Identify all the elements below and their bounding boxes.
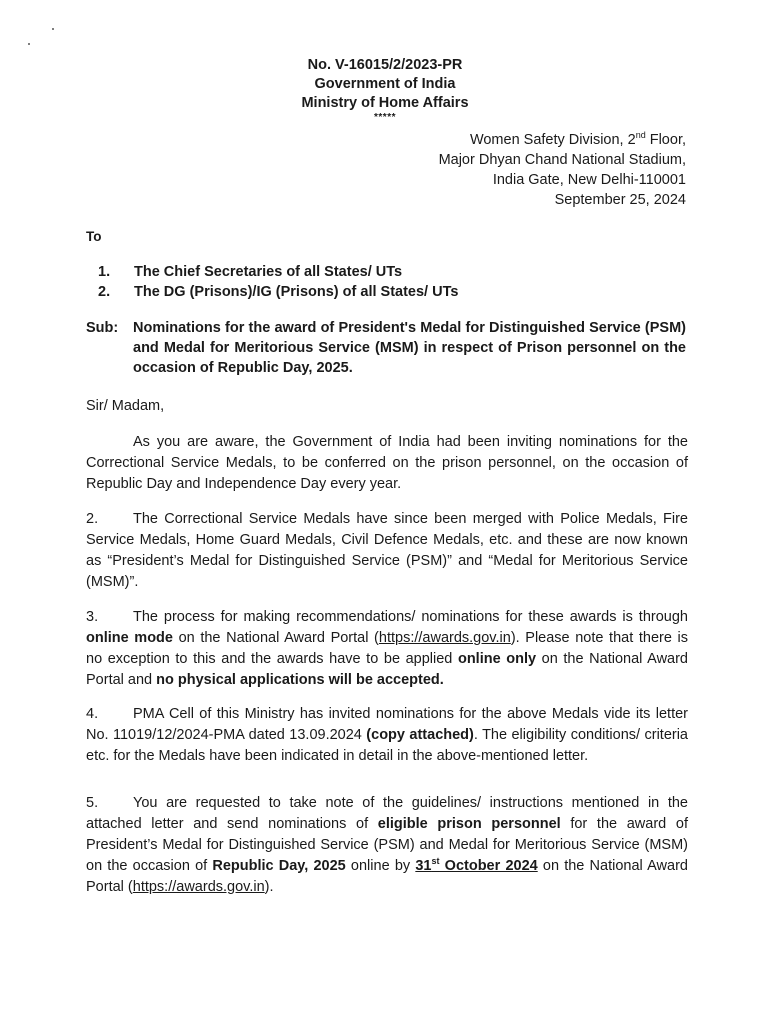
to-label: To: [86, 229, 102, 244]
letter-header: [0, 56, 770, 123]
recipient-list: [98, 262, 458, 302]
address-line-3: India Gate, New Delhi-110001: [492, 172, 686, 188]
recipient-item: 1. The Chief Secretaries of all States/ UTs: [98, 264, 403, 280]
subject-label: Sub:: [86, 320, 119, 336]
subject-text: Nominations for the award of President's Medal for Distinguished Service (PSM) and Medal for Meritorious Service (MSM) in respect of Prison personnel on the occasion of Republic Day, 2025.: [133, 320, 686, 376]
subject-block: [86, 318, 686, 378]
sender-address: [439, 130, 686, 210]
paragraph-2: 2. The Correctional Service Medals have since been merged with Police Medals, Fire Service Medals, Home Guard Medals, Civil Defence Medals, etc. and these are now known as “President’s Medal for Distinguished Service (PSM)” and “Medal for Meritorious Service (MSM)”.: [86, 511, 688, 590]
scan-speck: [52, 28, 54, 30]
government-name: Government of India: [314, 76, 456, 92]
address-line-2: Major Dhyan Chand National Stadium,: [438, 152, 686, 168]
address-line-1: Women Safety Division, 2nd Floor,: [469, 130, 686, 148]
paragraph-1: As you are aware, the Government of India had been inviting nominations for the Correctional Service Medals, to be conferred on the prison personnel, on the occasion of Republic Day and Independence Day every year.: [86, 434, 688, 492]
deadline-date: 31st October 2024: [415, 856, 538, 874]
portal-link[interactable]: https://awards.gov.in: [132, 879, 265, 895]
paragraph-3: 3. The process for making recommendations/ nominations for these awards is through online mode on the National Award Portal (https://awards.gov.in). Please note that there is no exception to this and the awards have to be applied online only on the National Award Portal and no physical applications will be accepted.: [86, 609, 688, 688]
paragraph-4: 4. PMA Cell of this Ministry has invited nominations for the above Medals vide its letter No. 11019/12/2024-PMA dated 13.09.2024 (copy attached). The eligibility conditions/ criteria etc. for the Medals have been indicated in detail in the above-mentioned letter.: [86, 706, 688, 764]
letter-date: September 25, 2024: [554, 192, 686, 208]
ministry-name: Ministry of Home Affairs: [301, 95, 469, 111]
scan-speck: [28, 43, 30, 45]
paragraph-5: 5. You are requested to take note of the guidelines/ instructions mentioned in the attached letter and send nominations of eligible prison personnel for the award of President’s Medal for Distinguished Service (PSM) and Medal for Meritorious Service (MSM) on the occasion of Republic Day, 2025 online by 31st October 2024 on the National Award Portal (https://awards.gov.in).: [86, 795, 688, 895]
salutation: Sir/ Madam,: [86, 398, 165, 414]
separator-stars: *****: [374, 112, 396, 123]
portal-link[interactable]: https://awards.gov.in: [378, 630, 511, 646]
recipient-item: 2. The DG (Prisons)/IG (Prisons) of all States/ UTs: [98, 284, 459, 300]
file-number: No. V-16015/2/2023-PR: [307, 57, 463, 73]
